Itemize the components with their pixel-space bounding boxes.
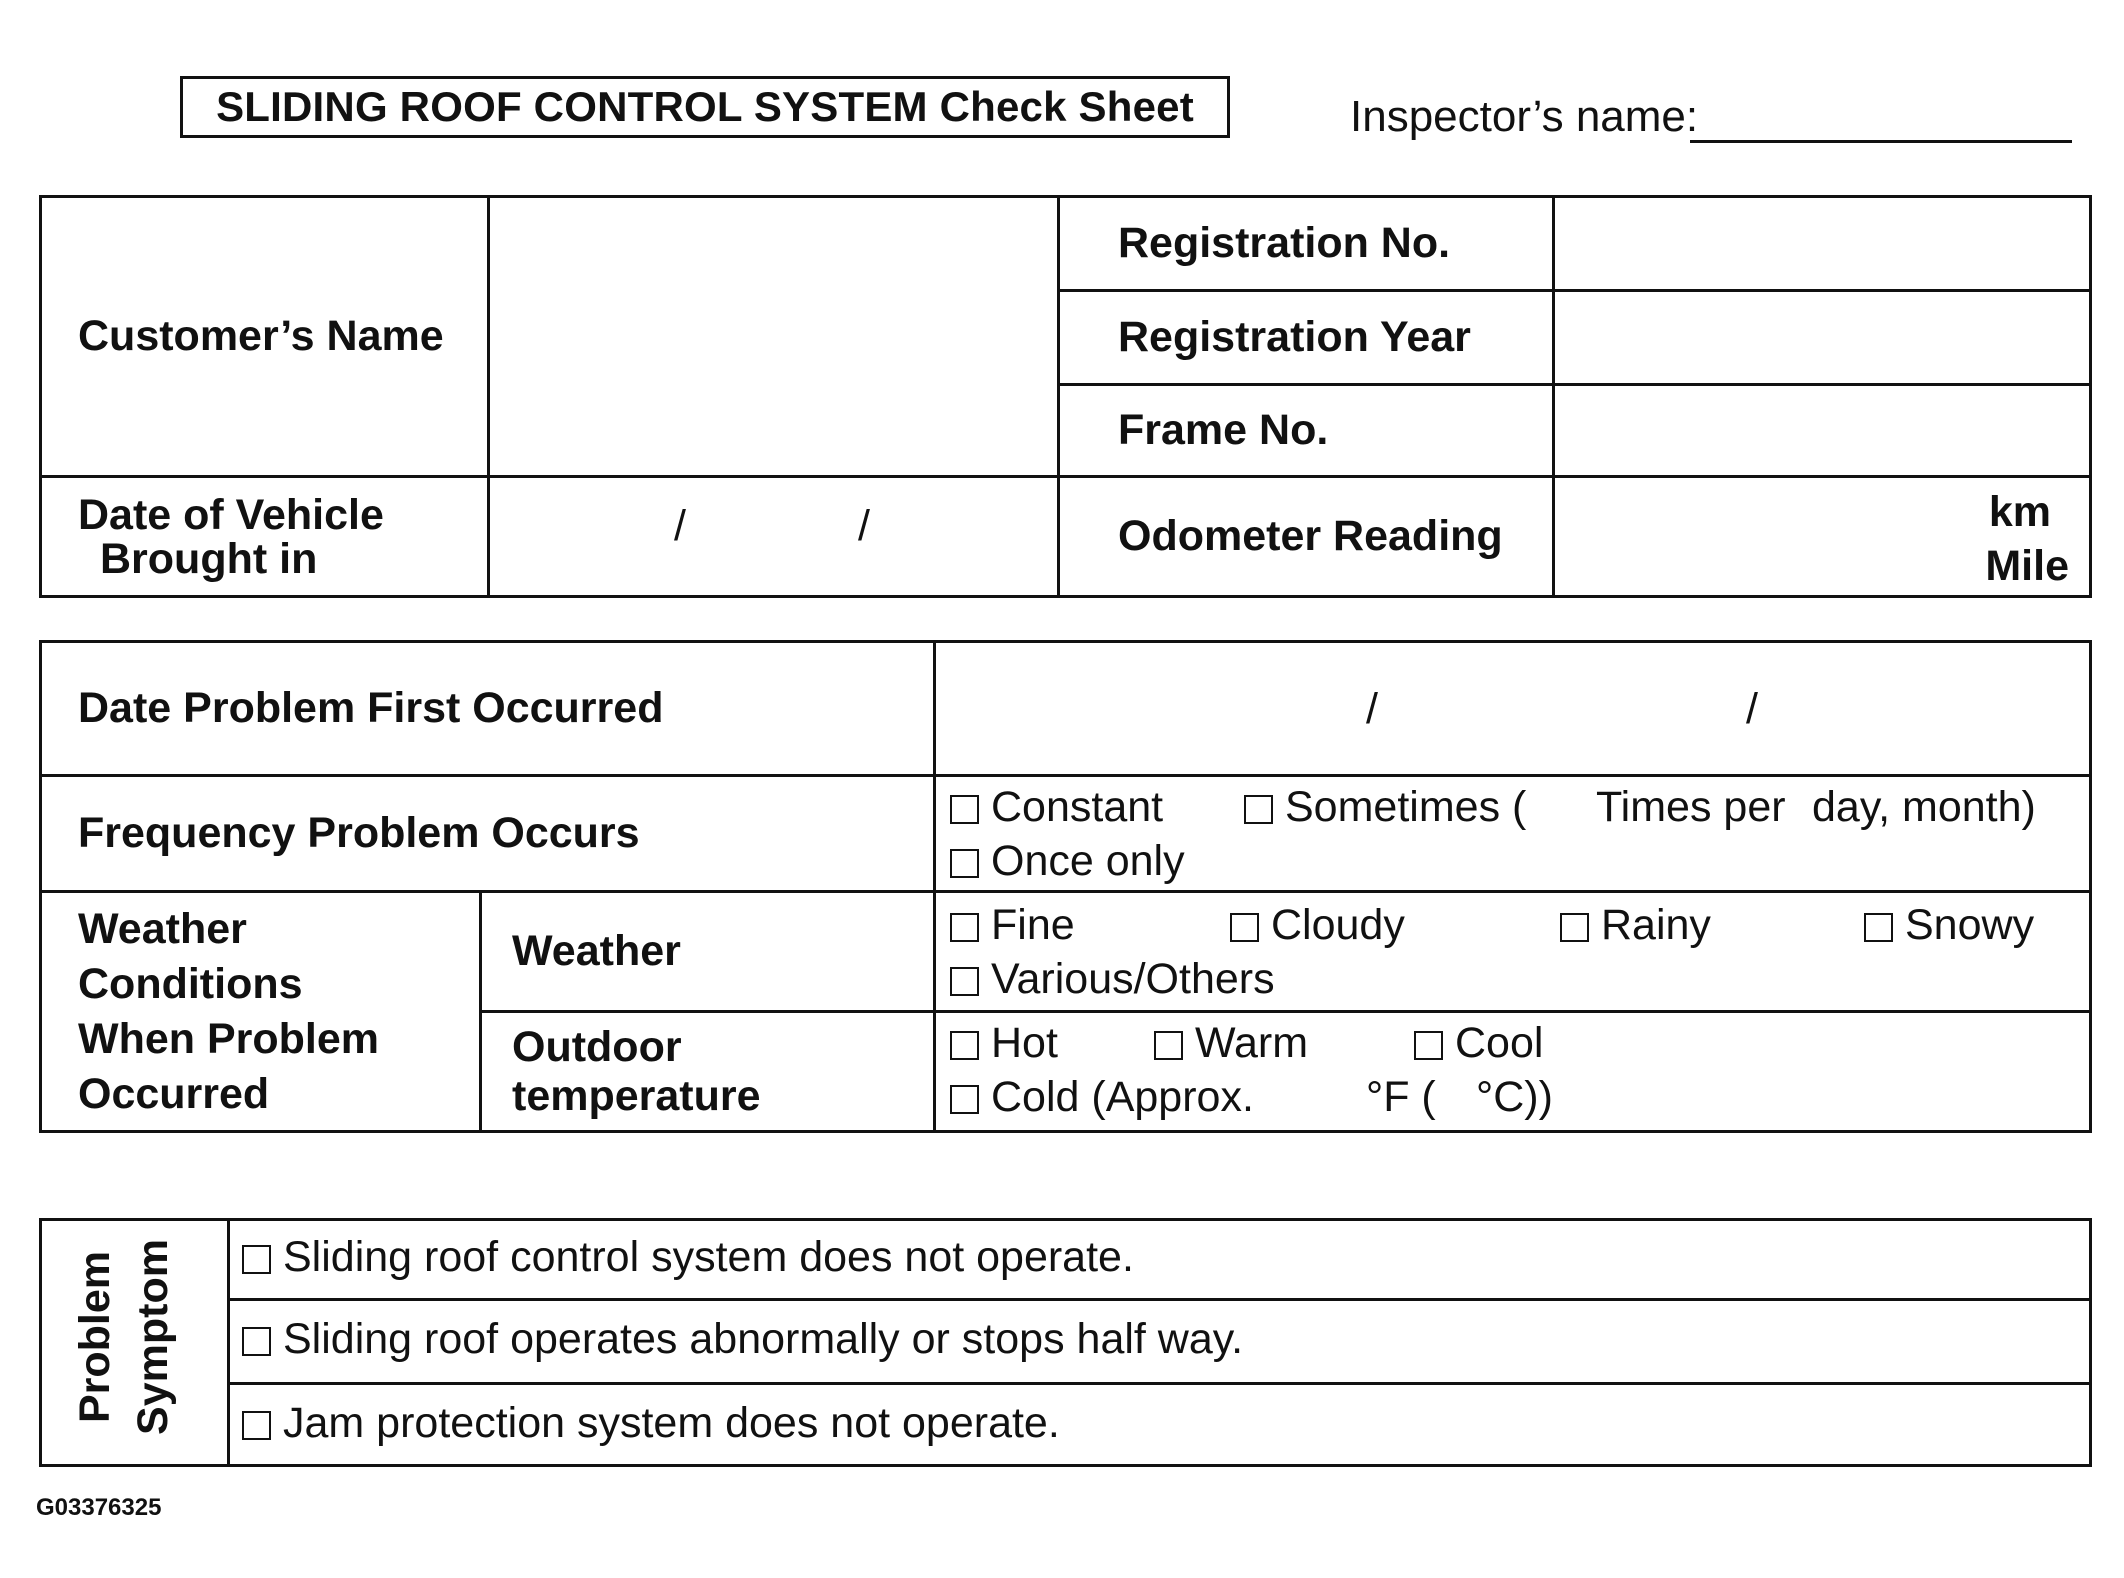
- option-label: Fine: [991, 901, 1075, 949]
- option-label: Hot: [991, 1019, 1058, 1067]
- date-separator: /: [1746, 685, 1758, 733]
- figure-code: G03376325: [36, 1494, 162, 1521]
- inspector-name-label: Inspector’s name:: [1350, 92, 1699, 141]
- frequency-label: Frequency Problem Occurs: [41, 776, 935, 892]
- option-label: Cool: [1455, 1019, 1544, 1067]
- unit-km: km: [1988, 488, 2051, 536]
- checkbox[interactable]: [950, 849, 979, 878]
- symptom-row: [229, 1300, 2091, 1384]
- option-label: Various/Others: [991, 955, 1275, 1003]
- option-rainy[interactable]: [1560, 901, 1711, 950]
- problem-symptom-line2: Symptom: [129, 1239, 177, 1435]
- outdoor-temperature-label: Outdoor temperature: [481, 1012, 935, 1132]
- option-snowy[interactable]: [1864, 901, 2034, 950]
- temperature-options: [935, 1012, 2091, 1132]
- option-label: Rainy: [1601, 901, 1711, 949]
- weather-conditions-line1: Weather Conditions: [78, 904, 303, 1008]
- option-constant[interactable]: [950, 783, 1163, 832]
- sheet-title: SLIDING ROOF CONTROL SYSTEM Check Sheet: [180, 76, 1230, 138]
- symptom-option-not-operate[interactable]: [242, 1233, 1134, 1282]
- registration-no-label: Registration No.: [1059, 197, 1554, 291]
- checkbox[interactable]: [1864, 913, 1893, 942]
- customer-name-field[interactable]: [489, 197, 1059, 477]
- option-fine[interactable]: [950, 901, 1075, 950]
- checkbox[interactable]: [950, 795, 979, 824]
- symptom-option-abnormal[interactable]: [242, 1315, 1243, 1364]
- date-separator: /: [674, 502, 686, 550]
- symptom-option-jam-protection[interactable]: [242, 1399, 1060, 1448]
- date-first-occurred-label: Date Problem First Occurred: [41, 642, 935, 776]
- date-separator: /: [1366, 685, 1378, 733]
- day-month-label: day, month): [1812, 783, 2036, 831]
- option-sometimes[interactable]: [1244, 783, 1526, 832]
- checkbox[interactable]: [950, 1031, 979, 1060]
- checkbox[interactable]: [242, 1245, 271, 1274]
- odometer-field[interactable]: [1554, 477, 2091, 597]
- inspector-name-field[interactable]: [1690, 140, 2072, 143]
- option-cloudy[interactable]: [1230, 901, 1405, 950]
- option-label: Once only: [991, 837, 1185, 885]
- customer-name-label: Customer’s Name: [41, 197, 489, 477]
- registration-year-label: Registration Year: [1059, 291, 1554, 385]
- checkbox[interactable]: [1154, 1031, 1183, 1060]
- date-brought-in-label-line2: Brought in: [100, 534, 318, 583]
- vehicle-info-table: [39, 195, 2092, 598]
- date-first-occurred-field[interactable]: [935, 642, 2091, 776]
- option-label: Sometimes (: [1285, 783, 1527, 831]
- date-separator: /: [858, 502, 870, 550]
- weather-conditions-label: [41, 892, 481, 1132]
- option-label: Snowy: [1905, 901, 2035, 949]
- option-cool[interactable]: [1414, 1019, 1543, 1068]
- weather-conditions-line3: Occurred: [78, 1069, 270, 1118]
- problem-conditions-table: [39, 640, 2092, 1133]
- date-brought-in-label: [41, 477, 489, 597]
- checkbox[interactable]: [950, 1085, 979, 1114]
- option-label: Sliding roof control system does not operate.: [283, 1233, 1134, 1281]
- checkbox[interactable]: [950, 913, 979, 942]
- option-label: Cold (Approx.: [991, 1073, 1254, 1121]
- date-brought-in-label-line1: Date of Vehicle: [78, 490, 384, 539]
- registration-no-field[interactable]: [1554, 197, 2091, 291]
- frequency-options: [935, 776, 2091, 892]
- option-hot[interactable]: [950, 1019, 1058, 1068]
- option-label: Cloudy: [1271, 901, 1405, 949]
- checkbox[interactable]: [1414, 1031, 1443, 1060]
- symptom-row: [229, 1384, 2091, 1466]
- checkbox[interactable]: [242, 1327, 271, 1356]
- unit-fahrenheit: °F (: [1366, 1073, 1436, 1121]
- option-label: Warm: [1195, 1019, 1309, 1067]
- option-label: Jam protection system does not operate.: [283, 1399, 1060, 1447]
- registration-year-field[interactable]: [1554, 291, 2091, 385]
- symptom-row: [229, 1220, 2091, 1300]
- option-various-others[interactable]: [950, 955, 1275, 1004]
- problem-symptom-label: [54, 1224, 194, 1450]
- frame-no-field[interactable]: [1554, 385, 2091, 477]
- weather-label: Weather: [481, 892, 935, 1012]
- option-label: Constant: [991, 783, 1164, 831]
- date-brought-in-field[interactable]: [489, 477, 1059, 597]
- problem-symptom-line1: Problem: [71, 1250, 119, 1424]
- option-label: Sliding roof operates abnormally or stops half way.: [283, 1315, 1244, 1363]
- odometer-label: Odometer Reading: [1059, 477, 1554, 597]
- option-warm[interactable]: [1154, 1019, 1308, 1068]
- problem-symptom-table: [39, 1218, 2092, 1467]
- checkbox[interactable]: [242, 1411, 271, 1440]
- unit-celsius: °C)): [1476, 1073, 1553, 1121]
- times-per-label: Times per: [1596, 783, 1786, 831]
- weather-options: [935, 892, 2091, 1012]
- checkbox[interactable]: [1560, 913, 1589, 942]
- checkbox[interactable]: [1244, 795, 1273, 824]
- option-once-only[interactable]: [950, 837, 1185, 886]
- checkbox[interactable]: [1230, 913, 1259, 942]
- unit-mile: Mile: [1985, 542, 2069, 590]
- checkbox[interactable]: [950, 967, 979, 996]
- option-cold[interactable]: [950, 1073, 1254, 1122]
- frame-no-label: Frame No.: [1059, 385, 1554, 477]
- weather-conditions-line2: When Problem: [78, 1014, 380, 1063]
